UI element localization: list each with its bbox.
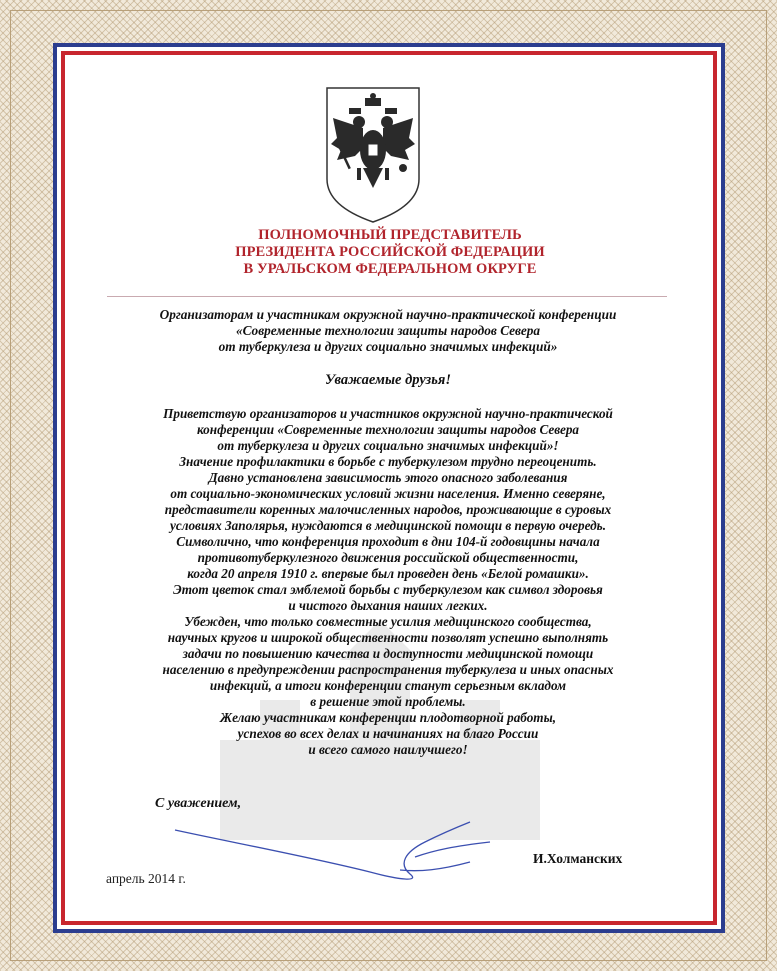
body-line: условиях Заполярья, нуждаются в медицинской помощи в первую очередь. — [169, 518, 606, 533]
body-line: инфекций, а итоги конференции станут серьезным вкладом — [209, 678, 567, 693]
header-divider — [107, 296, 667, 297]
body-line: Желаю участникам конференции плодотворной работы, — [219, 710, 557, 725]
body-line: от туберкулеза и других социально значимых инфекций»! — [217, 438, 559, 453]
header-title-line-2: ПРЕЗИДЕНТА РОССИЙСКОЙ ФЕДЕРАЦИИ — [235, 244, 545, 260]
body-line: Символично, что конференция проходит в дни 104-й годовщины начала — [176, 534, 600, 549]
body-line: представители коренных малочисленных народов, проживающие в суровых — [164, 502, 612, 517]
greeting: Уважаемые друзья! — [325, 372, 451, 388]
body-line: когда 20 апреля 1910 г. впервые был проведен день «Белой ромашки». — [187, 566, 589, 581]
body-line: успехов во всех делах и начинаниях на благо России — [237, 726, 539, 741]
header-title-line-1: ПОЛНОМОЧНЫЙ ПРЕДСТАВИТЕЛЬ — [258, 227, 522, 243]
body-line: населению в предупреждении распространения туберкулеза и иных опасных — [162, 662, 614, 677]
handwritten-signature — [170, 812, 500, 892]
body-line: Давно установлена зависимость этого опасного заболевания — [208, 470, 568, 485]
body-line: противотуберкулезного движения российской общественности, — [197, 550, 579, 565]
address-line: от туберкулеза и других социально значимых инфекций» — [218, 339, 558, 354]
letter-date: апрель 2014 г. — [106, 871, 186, 886]
signer-name: И.Холманских — [533, 851, 623, 866]
body-line: научных кругов и широкой общественности позволят успешно выполнять — [167, 630, 609, 645]
address-line: Организаторам и участникам окружной научно-практической конференции — [159, 307, 617, 322]
body-line: от социально-экономических условий жизни населения. Именно северяне, — [170, 486, 606, 501]
body-line: Приветствую организаторов и участников окружной научно-практической — [163, 406, 613, 421]
body-line: и чистого дыхания наших легких. — [288, 598, 488, 613]
body-line: конференции «Современные технологии защиты народов Севера — [196, 422, 580, 437]
body-line: Убежден, что только совместные усилия медицинского сообщества, — [184, 614, 592, 629]
address-line: «Современные технологии защиты народов Севера — [235, 323, 541, 338]
body-line: задачи по повышению качества и доступности медицинской помощи — [182, 646, 594, 661]
header-title-line-3: В УРАЛЬСКОМ ФЕДЕРАЛЬНОМ ОКРУГЕ — [243, 261, 537, 277]
body-line: в решение этой проблемы. — [310, 694, 466, 709]
body-line: Значение профилактики в борьбе с туберкулезом трудно переоценить. — [179, 454, 597, 469]
body-line: и всего самого наилучшего! — [308, 742, 468, 757]
body-line: Этот цветок стал эмблемой борьбы с туберкулезом как символ здоровья — [173, 582, 603, 597]
coat-of-arms-emblem-icon — [323, 84, 423, 224]
closing-salutation: С уважением, — [155, 796, 242, 811]
